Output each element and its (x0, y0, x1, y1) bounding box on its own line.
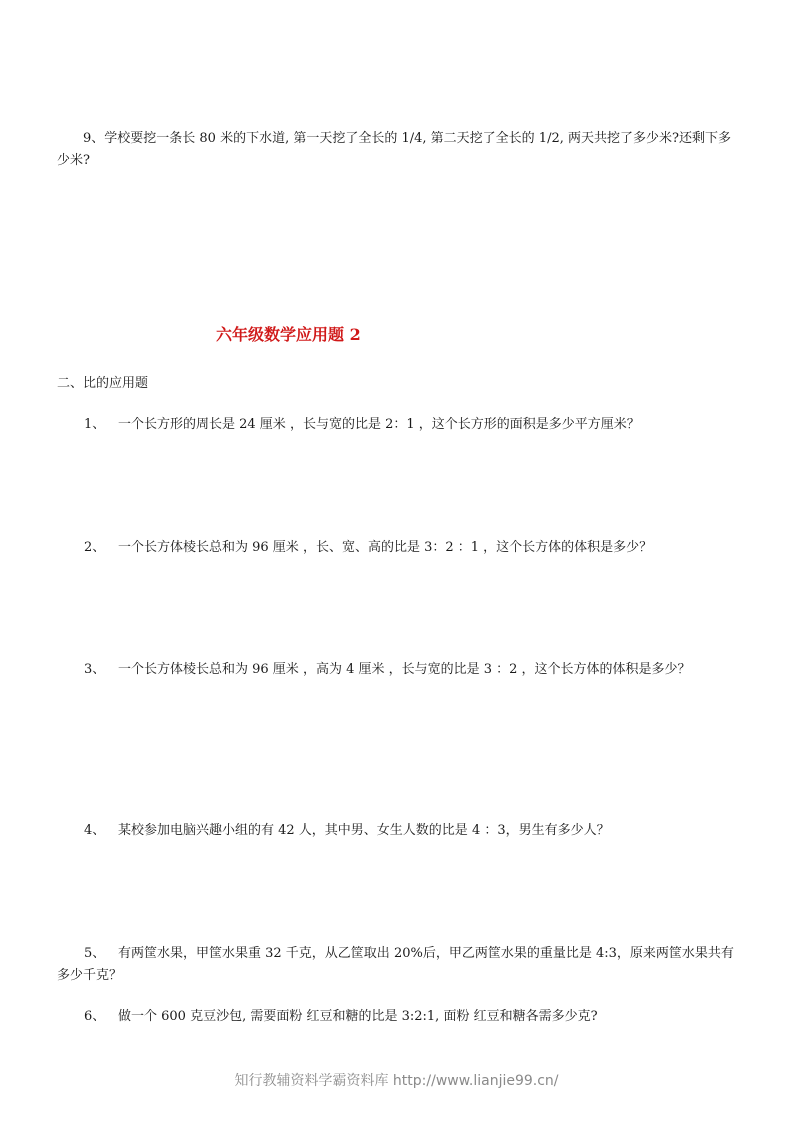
question-text: 做一个 600 克豆沙包, 需要面粉 红豆和糖的比是 3:2:1, 面粉 红豆和糖各需多少克? (118, 1009, 598, 1024)
question-text: 一个长方形的周长是 24 厘米 ，长与宽的比是 2：1 ，这个长方形的面积是多少平方厘米？ (118, 417, 640, 432)
footer-watermark: 知行教辅资料学霸资料库 http://www.lianjie99.cn/ (234, 1073, 559, 1089)
question-4 (84, 820, 741, 842)
question-1 (84, 414, 741, 436)
page-title: 六年级数学应用题 2 (216, 325, 361, 344)
question-text: 一个长方体棱长总和为 96 厘米 ，高为 4 厘米 ，长与宽的比是 3 ：2 ，这个长方体的体积是多少？ (118, 662, 691, 677)
question-6 (84, 1006, 741, 1028)
question-text: 某校参加电脑兴趣小组的有 42 人，其中男、女生人数的比是 4 ：3，男生有多少人？ (118, 823, 610, 838)
question-number: 4、 (84, 823, 106, 838)
question-number: 6、 (84, 1009, 106, 1024)
question-text: 有两筐水果，甲筐水果重 32 千克，从乙筐取出 20%后，甲乙两筐水果的重量比是 4:3，原来两筐水果共有多少千克？ (57, 946, 734, 983)
question-text: 一个长方体棱长总和为 96 厘米 ，长、宽、高的比是 3：2 ：1 ，这个长方体的体积是多少？ (118, 540, 653, 555)
question-2 (84, 537, 741, 559)
question-5 (57, 943, 741, 987)
question-3 (84, 659, 741, 681)
question-9: 9、学校要挖一条长 80 米的下水道, 第一天挖了全长的 1/4, 第二天挖了全长的 1/2, 两天共挖了多少米?还剩下多少米? (57, 131, 731, 168)
question-number: 1、 (84, 417, 106, 432)
question-number: 2、 (84, 540, 106, 555)
question-number: 3、 (84, 662, 106, 677)
section-heading: 二、比的应用题 (57, 376, 149, 391)
question-number: 5、 (84, 946, 106, 961)
